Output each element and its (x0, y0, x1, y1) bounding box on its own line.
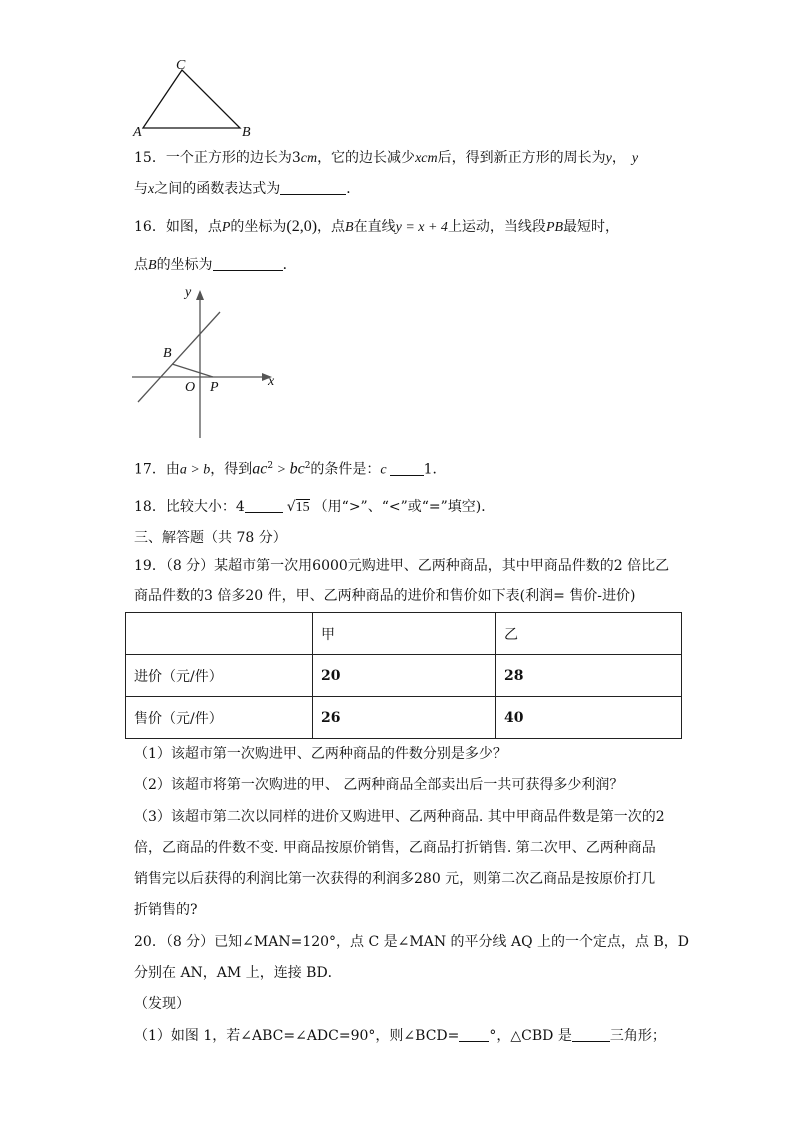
price-table (125, 612, 682, 739)
segment-pb (172, 364, 213, 377)
table-cell: 20 (313, 655, 496, 697)
point-label-o: O (185, 380, 196, 395)
table-row (126, 697, 682, 739)
line-y-eq-x-plus-4 (138, 312, 220, 402)
section3-title: 三、解答题（共 78 分） (134, 530, 287, 546)
q17-line: 17．由a > b，得到$ac^2 > bc^2$的条件是：c 1． (134, 460, 447, 478)
q19-line2: 商品件数的3 倍多20 件，甲、乙两种商品的进价和售价如下表(利润= 售价-进价) (134, 588, 636, 604)
table-cell (126, 613, 313, 655)
table-cell: 28 (496, 655, 682, 697)
table-row (126, 655, 682, 697)
table-cell: 甲 (313, 613, 496, 655)
q16-line1: 16．如图，点P的坐标为(2,0)，点B在直线y = x + 4上运动，当线段PB最短时， (134, 218, 620, 235)
q19-sub2: （2）该超市将第一次购进的甲、 乙两种商品全部卖出后一共可获得多少利润？ (134, 777, 624, 793)
q20-triangle-type-blank[interactable] (572, 1027, 610, 1042)
y-axis-arrow (196, 290, 204, 300)
point-label-p: P (210, 380, 219, 395)
q16-line2: 点B的坐标为 ． (134, 257, 297, 273)
q20-line1: 20．（8 分）已知∠MAN=120°，点 C 是∠MAN 的平分线 AQ 上的一个定点，点 B，D (134, 934, 689, 950)
q17-answer-blank[interactable] (390, 461, 424, 476)
q19-sub1: （1）该超市第一次购进甲、乙两种商品的件数分别是多少？ (134, 746, 507, 762)
q19-sub3-line3: 销售完以后获得的利润比第一次获得的利润多280 元，则第二次乙商品是按原价打几 (134, 871, 656, 887)
table-cell: 26 (313, 697, 496, 739)
axis-label-x: x (268, 374, 275, 389)
q15-answer-blank[interactable] (280, 180, 346, 195)
q15-line2: 与x之间的函数表达式为 ． (134, 181, 361, 197)
axis-label-y: y (185, 285, 192, 300)
q15-line1: 15．一个正方形的边长为3cm，它的边长减少xcm后，得到新正方形的周长为y， y (134, 150, 639, 166)
coordinate-figure (128, 282, 288, 442)
table-cell: 售价（元/件） (126, 697, 313, 739)
q19-sub3-line1: （3）该超市第二次以同样的进价又购进甲、乙两种商品. 其中甲商品件数是第一次的2 (134, 809, 665, 825)
q19-line1: 19．（8 分）某超市第一次用6000元购进甲、乙两种商品，其中甲商品件数的2 倍比乙 (134, 558, 670, 574)
triangle-shape (143, 70, 240, 128)
table-cell: 40 (496, 697, 682, 739)
triangle-figure (128, 56, 258, 142)
q19-sub3-line2: 倍，乙商品的件数不变. 甲商品按原价销售，乙商品打折销售. 第二次甲、乙两种商品 (134, 840, 656, 856)
q20-sub1: （1）如图 1，若∠ABC=∠ADC=90°，则∠BCD= °，△CBD 是 三角形； (134, 1028, 666, 1044)
q20-line2: 分别在 AN，AM 上，连接 BD． (134, 965, 342, 981)
point-label-b: B (163, 346, 172, 361)
triangle-label-c: C (176, 58, 186, 73)
triangle-label-a: A (133, 125, 142, 140)
q18-line: 18．比较大小：4 √15 （用“>”、“<”或“=”填空)． (134, 499, 496, 515)
table-cell: 乙 (496, 613, 682, 655)
table-header-row (126, 613, 682, 655)
triangle-label-b: B (242, 125, 251, 140)
table-cell: 进价（元/件） (126, 655, 313, 697)
q20-angle-blank[interactable] (459, 1027, 489, 1042)
q19-sub3-line4: 折销售的? (134, 902, 198, 918)
q18-answer-blank[interactable] (245, 498, 283, 513)
q16-answer-blank[interactable] (213, 256, 283, 271)
q20-discover: （发现） (134, 996, 190, 1012)
